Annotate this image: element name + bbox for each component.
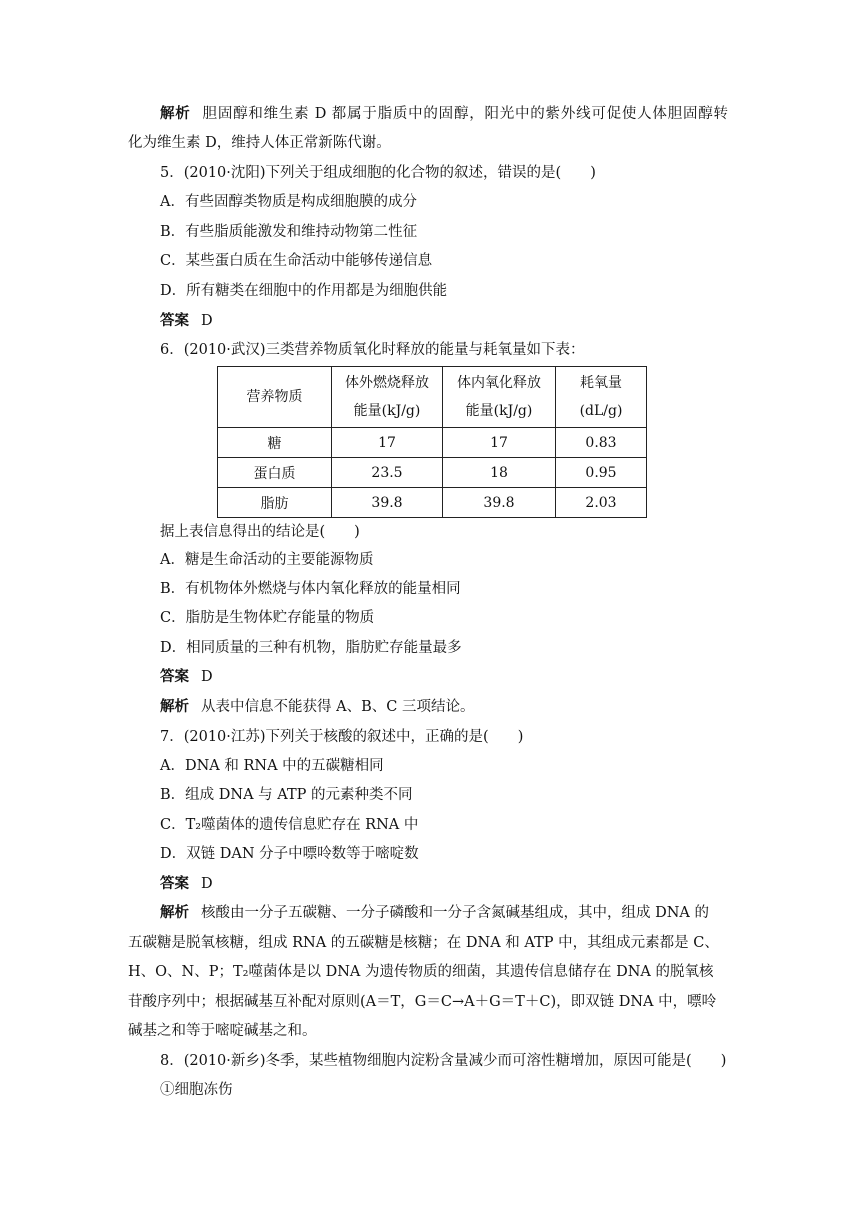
question-5-option-a: A．有些固醇类物质是构成细胞膜的成分 — [160, 194, 417, 210]
table-header-cell: 耗氧量 (dL/g) — [556, 367, 647, 428]
table-cell: 2.03 — [556, 488, 647, 518]
question-7-option-d: D．双链 DAN 分子中嘌呤数等于嘧啶数 — [160, 846, 419, 862]
table-cell: 18 — [443, 458, 556, 488]
answer-label: 答案 — [160, 875, 189, 892]
analysis-text: 胆固醇和维生素 D 都属于脂质中的固醇，阳光中的紫外线可促使人体胆固醇转 — [202, 106, 729, 122]
table-cell: 23.5 — [332, 458, 443, 488]
question-7-analysis-line-1 — [160, 903, 709, 923]
table-header-cell: 营养物质 — [218, 367, 332, 428]
answer-label: 答案 — [160, 668, 189, 685]
question-7-analysis-line-2: 五碳糖是脱氧核糖，组成 RNA 的五碳糖是核糖；在 DNA 和 ATP 中，其组成元素都是 C、 — [128, 935, 719, 951]
question-5-stem: 5．(2010·沈阳)下列关于组成细胞的化合物的叙述，错误的是( ) — [160, 165, 596, 181]
question-7-analysis-line-5: 碱基之和等于嘧啶碱基之和。 — [128, 1023, 317, 1039]
table-cell: 蛋白质 — [218, 458, 332, 488]
question-6-stem: 6．(2010·武汉)三类营养物质氧化时释放的能量与耗氧量如下表： — [160, 342, 585, 358]
analysis-label: 解析 — [160, 698, 189, 715]
analysis-label: 解析 — [160, 904, 189, 921]
answer-label: 答案 — [160, 312, 189, 329]
question-6-analysis — [160, 697, 474, 717]
table-header-row — [218, 367, 647, 428]
table-cell: 17 — [443, 428, 556, 458]
table-row — [218, 488, 647, 518]
table-cell: 39.8 — [443, 488, 556, 518]
analysis-label: 解析 — [160, 105, 191, 122]
answer-value: D — [201, 876, 213, 892]
question-6-answer — [160, 667, 213, 687]
question-5-option-c: C．某些蛋白质在生命活动中能够传递信息 — [160, 253, 433, 269]
answer-value: D — [201, 669, 213, 685]
table-cell: 糖 — [218, 428, 332, 458]
question-7-analysis-line-4: 苷酸序列中；根据碱基互补配对原则(A＝T，G＝C→A＋G＝T＋C)，即双链 DNA 中，嘌呤 — [128, 994, 717, 1010]
question-6-option-c: C．脂肪是生物体贮存能量的物质 — [160, 610, 375, 626]
table-cell: 0.83 — [556, 428, 647, 458]
table-row — [218, 458, 647, 488]
question-6-prompt: 据上表信息得出的结论是( ) — [160, 524, 360, 540]
question-8-stem: 8．(2010·新乡)冬季，某些植物细胞内淀粉含量减少而可溶性糖增加，原因可能是( ) — [160, 1053, 727, 1069]
question-7-answer — [160, 874, 213, 894]
question-8-item-1: ①细胞冻伤 — [160, 1082, 233, 1098]
table-header-cell: 体内氧化释放 能量(kJ/g) — [443, 367, 556, 428]
intro-analysis-line-2: 化为维生素 D，维持人体正常新陈代谢。 — [128, 135, 391, 151]
table-cell: 39.8 — [332, 488, 443, 518]
table-cell: 脂肪 — [218, 488, 332, 518]
question-6-option-a: A．糖是生命活动的主要能源物质 — [160, 552, 374, 568]
analysis-text: 核酸由一分子五碳糖、一分子磷酸和一分子含氮碱基组成，其中，组成 DNA 的 — [201, 905, 709, 921]
question-7-stem: 7．(2010·江苏)下列关于核酸的叙述中，正确的是( ) — [160, 729, 524, 745]
analysis-text: 从表中信息不能获得 A、B、C 三项结论。 — [201, 699, 475, 715]
table-row — [218, 428, 647, 458]
table-header-cell: 体外燃烧释放 能量(kJ/g) — [332, 367, 443, 428]
question-7-option-b: B．组成 DNA 与 ATP 的元素种类不同 — [160, 787, 413, 803]
table-cell: 0.95 — [556, 458, 647, 488]
question-7-analysis-line-3: H、O、N、P；T₂噬菌体是以 DNA 为遗传物质的细菌，其遗传信息储存在 DNA 的脱氧核 — [128, 964, 714, 980]
question-5-option-d: D．所有糖类在细胞中的作用都是为细胞供能 — [160, 283, 448, 299]
question-7-option-a: A．DNA 和 RNA 中的五碳糖相同 — [160, 758, 384, 774]
question-5-answer — [160, 311, 213, 331]
question-5-option-b: B．有些脂质能激发和维持动物第二性征 — [160, 224, 418, 240]
table-cell: 17 — [332, 428, 443, 458]
question-7-option-c: C．T₂噬菌体的遗传信息贮存在 RNA 中 — [160, 817, 419, 833]
question-6-option-d: D．相同质量的三种有机物，脂肪贮存能量最多 — [160, 640, 462, 656]
nutrient-energy-table — [217, 366, 647, 518]
answer-value: D — [201, 313, 213, 329]
intro-analysis-line-1 — [160, 104, 728, 124]
question-6-option-b: B．有机物体外燃烧与体内氧化释放的能量相同 — [160, 581, 461, 597]
